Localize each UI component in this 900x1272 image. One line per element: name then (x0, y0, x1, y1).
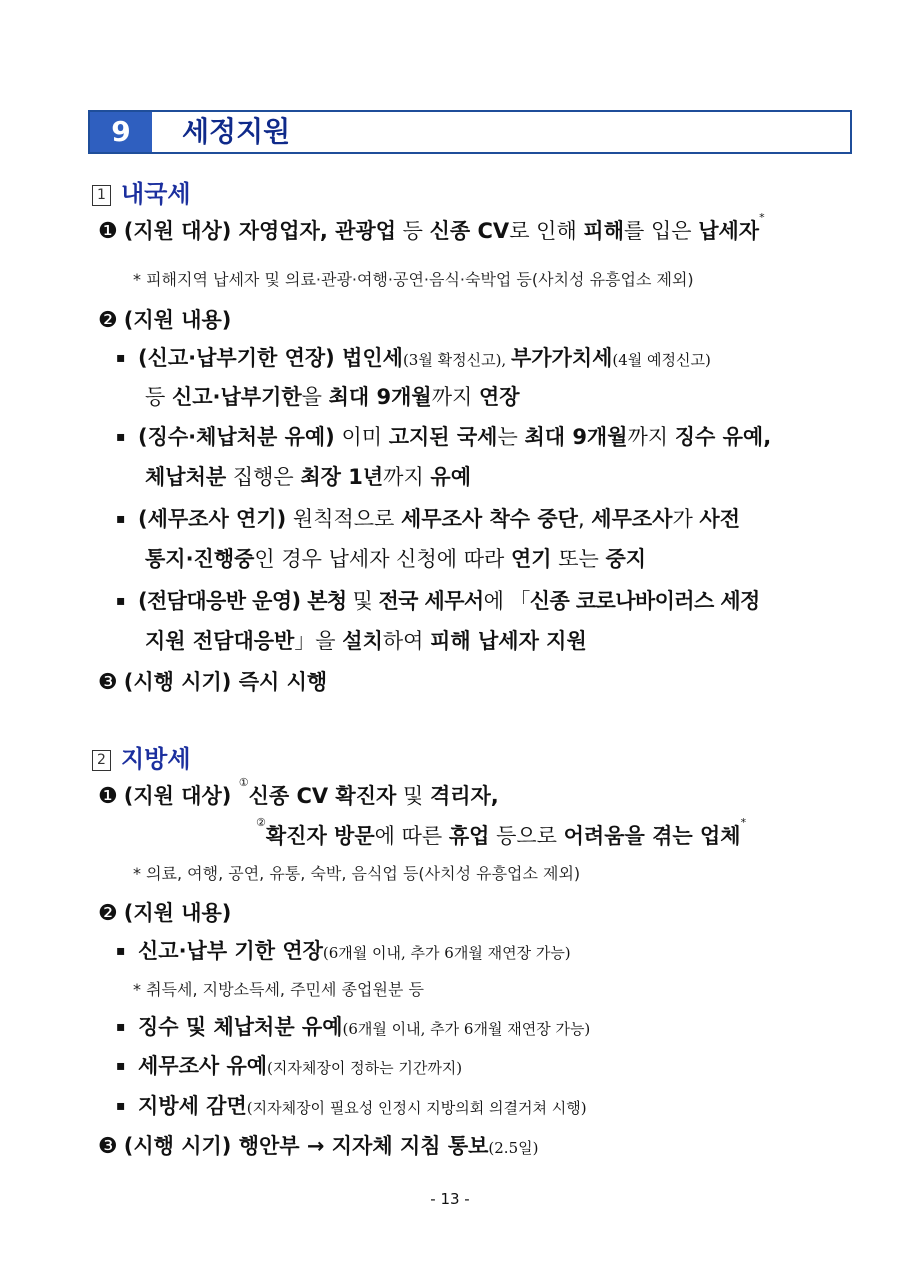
subsection-2-number: 2 (92, 750, 111, 771)
s1-b1c-c: 을 (301, 385, 329, 409)
s2-target2-b: 에 따른 (374, 824, 449, 848)
s1-b2-c: 고지된 국세 (388, 425, 498, 449)
s2-target2-e: 어려움을 겪는 업체 (563, 824, 741, 848)
s2-b1-a: 신고·납부 기한 연장 (138, 939, 323, 963)
s1-b4c-c: 설치 (342, 629, 383, 653)
s1-bullet-1-cont (145, 381, 520, 411)
bullet-icon: ▪ (116, 1098, 126, 1114)
s1-b3c-b: 인 경우 납세자 신청에 따라 (254, 547, 511, 571)
s1-b1-b: (3월 확정신고), (402, 351, 511, 369)
s1-timing-line (98, 666, 327, 696)
circle-3-icon: ❸ (98, 1134, 118, 1159)
s2-target-line (98, 776, 499, 810)
s1-b4-e: 신종 코로나바이러스 세정 (529, 589, 760, 613)
s1-target-d: 로 인해 (509, 219, 584, 243)
s2-b3-a: 세무조사 유예 (138, 1054, 268, 1078)
s2-b1-b: (6개월 이내, 추가 6개월 재연장 가능) (322, 944, 571, 962)
s1-b3c-d: 또는 (551, 547, 606, 571)
bullet-icon: ▪ (116, 943, 126, 959)
s2-target-b: 신종 CV 확진자 (248, 784, 397, 808)
s1-b1c-f: 연장 (478, 385, 520, 409)
s1-b3-b: 원칙적으로 (286, 507, 402, 531)
section-title: 세정지원 (182, 115, 291, 148)
s1-b3c-a: 통지·진행중 (145, 547, 255, 571)
s1-b2c-d: 까지 (383, 465, 431, 489)
s1-b1-d: (4월 예정신고) (612, 351, 711, 369)
s1-b2-e: 최대 9개월 (524, 425, 628, 449)
s2-target2-d: 등으로 (489, 824, 564, 848)
s1-b4c-b: 」을 (294, 629, 343, 653)
s2-target2-c2: ② (256, 816, 266, 829)
s2-b2-a: 징수 및 체납처분 유예 (138, 1015, 343, 1039)
s1-content-line (98, 304, 231, 334)
bullet-icon: ▪ (116, 1019, 126, 1035)
s2-content-label: (지원 내용) (123, 901, 232, 925)
s1-timing-text: (시행 시기) 즉시 시행 (123, 670, 328, 694)
s2-b2-b: (6개월 이내, 추가 6개월 재연장 가능) (342, 1020, 591, 1038)
s2-b4-a: 지방세 감면 (138, 1094, 247, 1118)
bullet-icon: ▪ (116, 511, 126, 527)
subsection-1-number: 1 (92, 185, 111, 206)
s2-target2-c: 휴업 (448, 824, 490, 848)
s1-bullet-3-cont (145, 543, 646, 573)
s1-target-e: 피해 (583, 219, 624, 243)
s1-b4c-d: 하여 (382, 629, 431, 653)
page-number: - 13 - (430, 1190, 470, 1208)
s1-target-line (98, 211, 765, 245)
s1-b2-d: 는 (497, 425, 525, 449)
s1-b3-f: 가 (672, 507, 700, 531)
s1-target-c: 신종 CV (429, 219, 510, 243)
s2-bullet-1 (116, 935, 571, 965)
s1-target-star: * (759, 211, 765, 224)
circle-1-icon: ❶ (98, 219, 118, 244)
s1-target-g: 납세자 (698, 219, 760, 243)
s1-target-f: 를 입은 (624, 219, 699, 243)
s1-b3-g: 사전 (699, 507, 740, 531)
s1-bullet-1 (116, 342, 711, 372)
s2-content-line (98, 897, 231, 927)
s1-b1c-b: 신고·납부기한 (171, 385, 302, 409)
s1-b4c-e: 피해 납세자 지원 (430, 629, 587, 653)
s1-b1-a: (신고·납부기한 연장) 법인세 (138, 346, 403, 370)
bullet-icon: ▪ (116, 593, 125, 609)
s2-target-note: * 의료, 여행, 공연, 유통, 숙박, 음식업 등(사치성 유흥업소 제외) (133, 864, 581, 883)
s1-b2-a: (징수·체납처분 유예) (138, 425, 335, 449)
s2-target-line-2 (256, 816, 747, 850)
section-number: 9 (90, 112, 152, 152)
s1-b1c-d: 최대 9개월 (328, 385, 432, 409)
s2-b4-b: (지자체장이 필요성 인정시 지방의회 의결거쳐 시행) (246, 1099, 587, 1117)
circle-1-icon: ❶ (98, 784, 118, 809)
section-header (88, 110, 852, 154)
s2-target-c1: ① (238, 776, 249, 789)
bullet-icon: ▪ (116, 1058, 126, 1074)
s2-timing-b: (2.5일) (488, 1139, 539, 1157)
s1-b4-a: (전담대응반 운영) 본청 (138, 589, 347, 613)
s2-target-c: 및 (396, 784, 430, 808)
s1-b3c-c: 연기 (510, 547, 552, 571)
s1-bullet-2-cont (145, 461, 471, 491)
s1-b1c-e: 까지 (431, 385, 479, 409)
circle-2-icon: ❷ (98, 308, 118, 333)
subsection-2-heading (92, 739, 191, 774)
s1-bullet-3 (116, 503, 740, 533)
s2-target2-star: * (740, 816, 747, 829)
s1-bullet-4 (116, 585, 760, 615)
s1-b1c-a: 등 (145, 385, 172, 409)
s1-b4c-a: 지원 전담대응반 (145, 629, 295, 653)
s1-target-note: * 피해지역 납세자 및 의료·관광·여행·공연·음식·숙박업 등(사치성 유흥업소 제외) (133, 270, 694, 289)
s2-timing-line (98, 1130, 538, 1160)
s2-target2-a: 확진자 방문 (265, 824, 375, 848)
s1-b4-d: 에 「 (483, 589, 530, 613)
s1-b2-b: 이미 (334, 425, 389, 449)
s1-b1-c: 부가가치세 (510, 346, 613, 370)
s1-target-a: (지원 대상) 자영업자, 관광업 (123, 219, 396, 243)
s2-bullet-1-note: * 취득세, 지방소득세, 주민세 종업원분 등 (133, 980, 424, 999)
s2-bullet-2 (116, 1011, 590, 1041)
bullet-icon: ▪ (116, 350, 126, 366)
s1-b3-c: 세무조사 착수 중단 (401, 507, 578, 531)
circle-2-icon: ❷ (98, 901, 118, 926)
s1-target-b: 등 (396, 219, 430, 243)
s1-content-label: (지원 내용) (123, 308, 232, 332)
subsection-1-title: 내국세 (121, 180, 191, 208)
s2-timing-a: (시행 시기) 행안부 → 지자체 지침 통보 (123, 1134, 489, 1158)
s1-b2c-c: 최장 1년 (300, 465, 384, 489)
s2-target-a: (지원 대상) (123, 784, 239, 808)
s1-bullet-2 (116, 421, 771, 451)
circle-3-icon: ❸ (98, 670, 118, 695)
s1-b3-a: (세무조사 연기) (138, 507, 287, 531)
s1-b3c-e: 중지 (605, 547, 647, 571)
s1-b4-c: 전국 세무서 (378, 589, 484, 613)
s2-bullet-3 (116, 1050, 462, 1080)
s1-b2-f: 까지 (627, 425, 675, 449)
s2-bullet-4 (116, 1090, 587, 1120)
s1-b3-e: 세무조사 (591, 507, 673, 531)
s2-target-d: 격리자, (429, 784, 499, 808)
s1-bullet-4-cont (145, 625, 587, 655)
s1-b2c-e: 유예 (430, 465, 471, 489)
s1-b4-b: 및 (346, 589, 379, 613)
bullet-icon: ▪ (116, 429, 126, 445)
subsection-2-title: 지방세 (121, 745, 191, 773)
s1-b2c-b: 집행은 (226, 465, 301, 489)
s1-b2-g: 징수 유예, (674, 425, 772, 449)
s1-b2c-a: 체납처분 (145, 465, 227, 489)
s1-b3-d: , (577, 507, 592, 531)
subsection-1-heading (92, 174, 191, 209)
s2-b3-b: (지자체장이 정하는 기간까지) (267, 1059, 463, 1077)
